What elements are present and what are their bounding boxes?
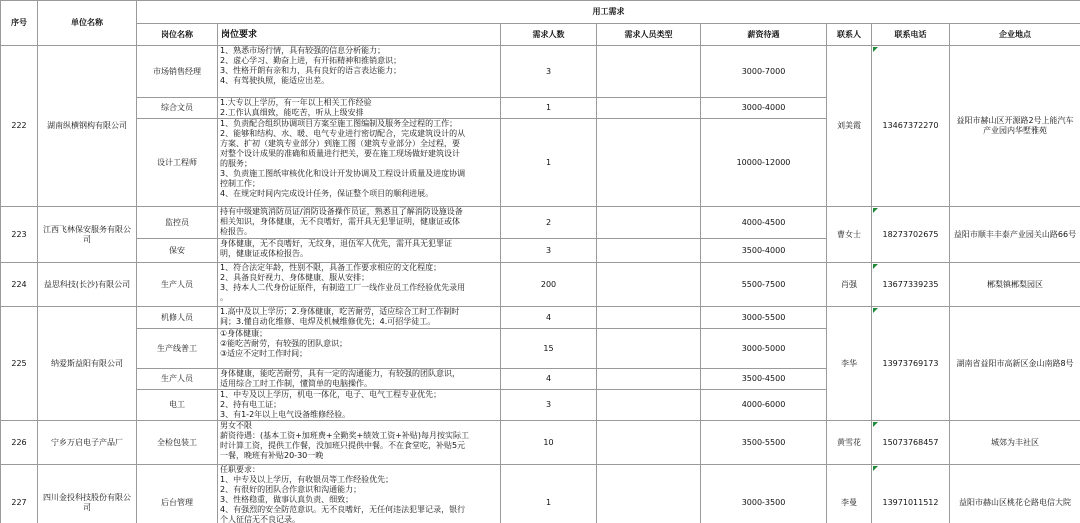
requirement-line: 1、中专及以上学历，机电一体化，电子、电气工程专业优先； xyxy=(220,390,442,399)
staff-type xyxy=(597,98,701,119)
row-seq: 226 xyxy=(1,421,38,465)
company-address: 益阳市赫山区桃花仑路电信大院 xyxy=(950,465,1080,523)
position-name: 机修人员 xyxy=(137,307,218,329)
position-name: 生产人员 xyxy=(137,369,218,390)
headcount: 1 xyxy=(501,119,597,207)
requirement-line: 相关知识，身体健康，无不良嗜好，需开具无犯罪证明，健康证或体 xyxy=(220,217,460,226)
headcount: 200 xyxy=(501,263,597,307)
contact-phone: 13973769173 xyxy=(872,307,950,421)
requirement-line: 2、有很好的团队合作意识和沟通能力； xyxy=(220,485,362,494)
requirement-line: 2、能够和结构、水、暖、电气专业进行密切配合，完成建筑设计的从 xyxy=(220,129,466,138)
staff-type xyxy=(597,390,701,421)
requirement-line: 个人征信无不良记录。 xyxy=(220,515,300,523)
row-seq: 223 xyxy=(1,207,38,263)
staff-type xyxy=(597,421,701,465)
requirement-line: 适用综合工时工作制，懂简单的电脑操作。 xyxy=(220,379,372,388)
position-requirements xyxy=(218,465,501,523)
contact-phone: 18273702675 xyxy=(872,207,950,263)
table-row xyxy=(1,263,1080,307)
staff-type xyxy=(597,46,701,98)
requirement-line: 身体健康，无不良嗜好，无纹身，退伍军人优先，需开具无犯罪证 xyxy=(220,239,452,248)
staff-type xyxy=(597,465,701,523)
requirement-line: 任职要求： xyxy=(220,465,260,474)
requirement-line: 2、持有电工证； xyxy=(220,400,282,409)
salary-range: 3500-5500 xyxy=(701,421,827,465)
position-requirements xyxy=(218,263,501,307)
position-name: 生产线普工 xyxy=(137,329,218,369)
salary-range: 4000-6000 xyxy=(701,390,827,421)
headcount: 3 xyxy=(501,46,597,98)
staff-type xyxy=(597,263,701,307)
requirement-line: 1.高中及以上学历；2.身体健康，吃苦耐劳，适应综合工时工作制时 xyxy=(220,307,460,316)
position-requirements xyxy=(218,369,501,390)
requirement-line: 薪资待遇：(基本工资+加班费+全勤奖+绩效工资+补贴)每月按实际工 xyxy=(220,431,470,440)
header-count: 需求人数 xyxy=(501,24,597,46)
position-requirements xyxy=(218,307,501,329)
company-name: 益思科技(长沙)有限公司 xyxy=(38,263,137,307)
contact-phone: 13971011512 xyxy=(872,465,950,523)
requirement-line: ②能吃苦耐劳，有较强的团队意识； xyxy=(220,339,348,348)
requirement-line: 4、在规定时间内完成设计任务，保证整个项目的顺利进展。 xyxy=(220,189,434,198)
staff-type xyxy=(597,119,701,207)
requirement-line: 一餐，晚班有补贴20-30一晚 xyxy=(220,451,324,460)
cell-comment-marker-icon xyxy=(873,264,878,269)
position-name: 全检包装工 xyxy=(137,421,218,465)
requirement-line: 3、性格稳重，做事认真负责、细致； xyxy=(220,495,354,504)
requirement-line: 3、负责施工图纸审核优化和设计开发协调及工程设计质量及进度协调 xyxy=(220,169,466,178)
company-name: 湖南纵横钢构有限公司 xyxy=(38,46,137,207)
requirement-line: 方案、扩初（建筑专业部分）到施工图（建筑专业部分）全过程，要 xyxy=(220,139,460,148)
company-address: 益阳市赫山区开源路2号上能汽车产业园内华墅雅苑 xyxy=(950,46,1080,207)
requirement-line: ①身体健康； xyxy=(220,329,268,338)
table-row xyxy=(1,307,1080,329)
position-requirements xyxy=(218,207,501,239)
row-seq: 222 xyxy=(1,46,38,207)
requirement-line: 4、有驾驶执照，能适应出差。 xyxy=(220,76,330,85)
header-type: 需求人员类型 xyxy=(597,24,701,46)
position-name: 设计工程师 xyxy=(137,119,218,207)
header-position: 岗位名称 xyxy=(137,24,218,46)
header-company: 单位名称 xyxy=(38,1,137,46)
requirement-line: 时计算工资，提供工作餐，没加班只提供中餐。不在食堂吃，补贴5元 xyxy=(220,441,466,450)
requirement-line: 身体健康，能吃苦耐劳，具有一定的沟通能力，有较强的团队意识， xyxy=(220,369,460,378)
requirement-line: 。 xyxy=(220,293,228,302)
requirement-line: 3、持本人二代身份证原件，有制造工厂一线作业员工作经验优先录用 xyxy=(220,283,466,292)
headcount: 4 xyxy=(501,369,597,390)
requirement-line: 3、性格开朗有亲和力，具有良好的语言表达能力； xyxy=(220,66,402,75)
position-name: 保安 xyxy=(137,239,218,263)
company-name: 四川金投科技股份有限公司 xyxy=(38,465,137,523)
headcount: 3 xyxy=(501,390,597,421)
header-requirements: 岗位要求 xyxy=(218,24,501,46)
position-requirements xyxy=(218,46,501,98)
salary-range: 3500-4000 xyxy=(701,239,827,263)
table-row xyxy=(1,421,1080,465)
requirement-line: 4、有强烈的安全防范意识。无不良嗜好，无任何违法犯罪记录，银行 xyxy=(220,505,466,514)
company-address: 城郊为丰社区 xyxy=(950,421,1080,465)
requirement-line: 明，健康证或体检报告。 xyxy=(220,249,308,258)
header-salary: 薪资待遇 xyxy=(701,24,827,46)
row-seq: 227 xyxy=(1,465,38,523)
position-name: 电工 xyxy=(137,390,218,421)
position-requirements xyxy=(218,329,501,369)
headcount: 10 xyxy=(501,421,597,465)
position-name: 监控员 xyxy=(137,207,218,239)
company-address: 郴梨镇郴梨园区 xyxy=(950,263,1080,307)
row-seq: 224 xyxy=(1,263,38,307)
requirement-line: 1.大专以上学历，有一年以上相关工作经验 xyxy=(220,98,372,107)
requirement-line: 对整个设计成果的准确和质量进行把关，要在施工现场做好建筑设计 xyxy=(220,149,460,158)
headcount: 1 xyxy=(501,98,597,119)
staff-type xyxy=(597,369,701,390)
headcount: 2 xyxy=(501,207,597,239)
cell-comment-marker-icon xyxy=(873,422,878,427)
contact-person: 刘美霞 xyxy=(827,46,872,207)
salary-range: 3000-3500 xyxy=(701,465,827,523)
salary-range: 5500-7500 xyxy=(701,263,827,307)
headcount: 15 xyxy=(501,329,597,369)
salary-range: 4000-4500 xyxy=(701,207,827,239)
company-name: 江西飞林保安服务有限公司 xyxy=(38,207,137,263)
cell-comment-marker-icon xyxy=(873,47,878,52)
headcount: 1 xyxy=(501,465,597,523)
company-address: 益阳市顺丰丰泰产业园关山路66号 xyxy=(950,207,1080,263)
contact-person: 李华 xyxy=(827,307,872,421)
cell-comment-marker-icon xyxy=(873,466,878,471)
requirement-line: 1、熟悉市场行情，具有较强的信息分析能力； xyxy=(220,46,386,55)
requirement-line: 2.工作认真细致，能吃苦，听从上级安排 xyxy=(220,108,364,117)
requirement-line: 持有中级建筑消防员证/消防设备操作员证，熟悉且了解消防设施设备 xyxy=(220,207,463,216)
requirement-line: 1、负责配合组织协调项目方案至施工图编制及服务全过程的工作； xyxy=(220,119,458,128)
salary-range: 10000-12000 xyxy=(701,119,827,207)
staff-type xyxy=(597,207,701,239)
contact-person: 李曼 xyxy=(827,465,872,523)
cell-comment-marker-icon xyxy=(873,208,878,213)
company-address: 湖南省益阳市高新区金山南路8号 xyxy=(950,307,1080,421)
header-seq: 序号 xyxy=(1,1,38,46)
requirement-line: 间；3.懂自动化维修、电焊及机械维修优先；4.可招学徒工。 xyxy=(220,317,436,326)
position-name: 生产人员 xyxy=(137,263,218,307)
row-seq: 225 xyxy=(1,307,38,421)
salary-range: 3000-7000 xyxy=(701,46,827,98)
table-row xyxy=(1,207,1080,239)
contact-person: 曹女士 xyxy=(827,207,872,263)
salary-range: 3000-4000 xyxy=(701,98,827,119)
position-requirements xyxy=(218,421,501,465)
position-requirements xyxy=(218,98,501,119)
requirement-line: 1、中专及以上学历，有收银员等工作经验优先； xyxy=(220,475,394,484)
contact-phone: 13467372270 xyxy=(872,46,950,207)
header-address: 企业地点 xyxy=(950,24,1080,46)
contact-phone: 13677339235 xyxy=(872,263,950,307)
staff-type xyxy=(597,329,701,369)
table-row xyxy=(1,46,1080,98)
staff-type xyxy=(597,307,701,329)
position-requirements xyxy=(218,119,501,207)
position-name: 后台管理 xyxy=(137,465,218,523)
header-contact: 联系人 xyxy=(827,24,872,46)
header-group: 用工需求 xyxy=(137,1,1080,24)
requirement-line: 2、具备良好视力、身体健康、服从安排； xyxy=(220,273,370,282)
company-name: 纳爱斯益阳有限公司 xyxy=(38,307,137,421)
salary-range: 3000-5000 xyxy=(701,329,827,369)
position-name: 综合文员 xyxy=(137,98,218,119)
requirement-line: 2、虚心学习、勤奋上进，有开拓精神和推销意识； xyxy=(220,56,402,65)
position-requirements xyxy=(218,390,501,421)
requirement-line: 男女不限 xyxy=(220,421,252,430)
contact-phone: 15073768457 xyxy=(872,421,950,465)
table-row xyxy=(1,465,1080,523)
contact-person: 黄雪花 xyxy=(827,421,872,465)
salary-range: 3000-5500 xyxy=(701,307,827,329)
requirement-line: 检报告。 xyxy=(220,227,252,236)
headcount: 3 xyxy=(501,239,597,263)
position-requirements xyxy=(218,239,501,263)
company-name: 宁乡万启电子产品厂 xyxy=(38,421,137,465)
requirement-line: 的服务； xyxy=(220,159,252,168)
requirement-line: ③适应不定时工作时间； xyxy=(220,349,308,358)
headcount: 4 xyxy=(501,307,597,329)
requirement-line: 控制工作； xyxy=(220,179,260,188)
contact-person: 肖强 xyxy=(827,263,872,307)
requirement-line: 3、有1-2年以上电气设备维修经验。 xyxy=(220,410,351,419)
position-name: 市场销售经理 xyxy=(137,46,218,98)
cell-comment-marker-icon xyxy=(873,308,878,313)
requirement-line: 1、符合法定年龄，性别不限，具备工作要求相应的文化程度； xyxy=(220,263,442,272)
staff-type xyxy=(597,239,701,263)
salary-range: 3500-4500 xyxy=(701,369,827,390)
header-phone: 联系电话 xyxy=(872,24,950,46)
